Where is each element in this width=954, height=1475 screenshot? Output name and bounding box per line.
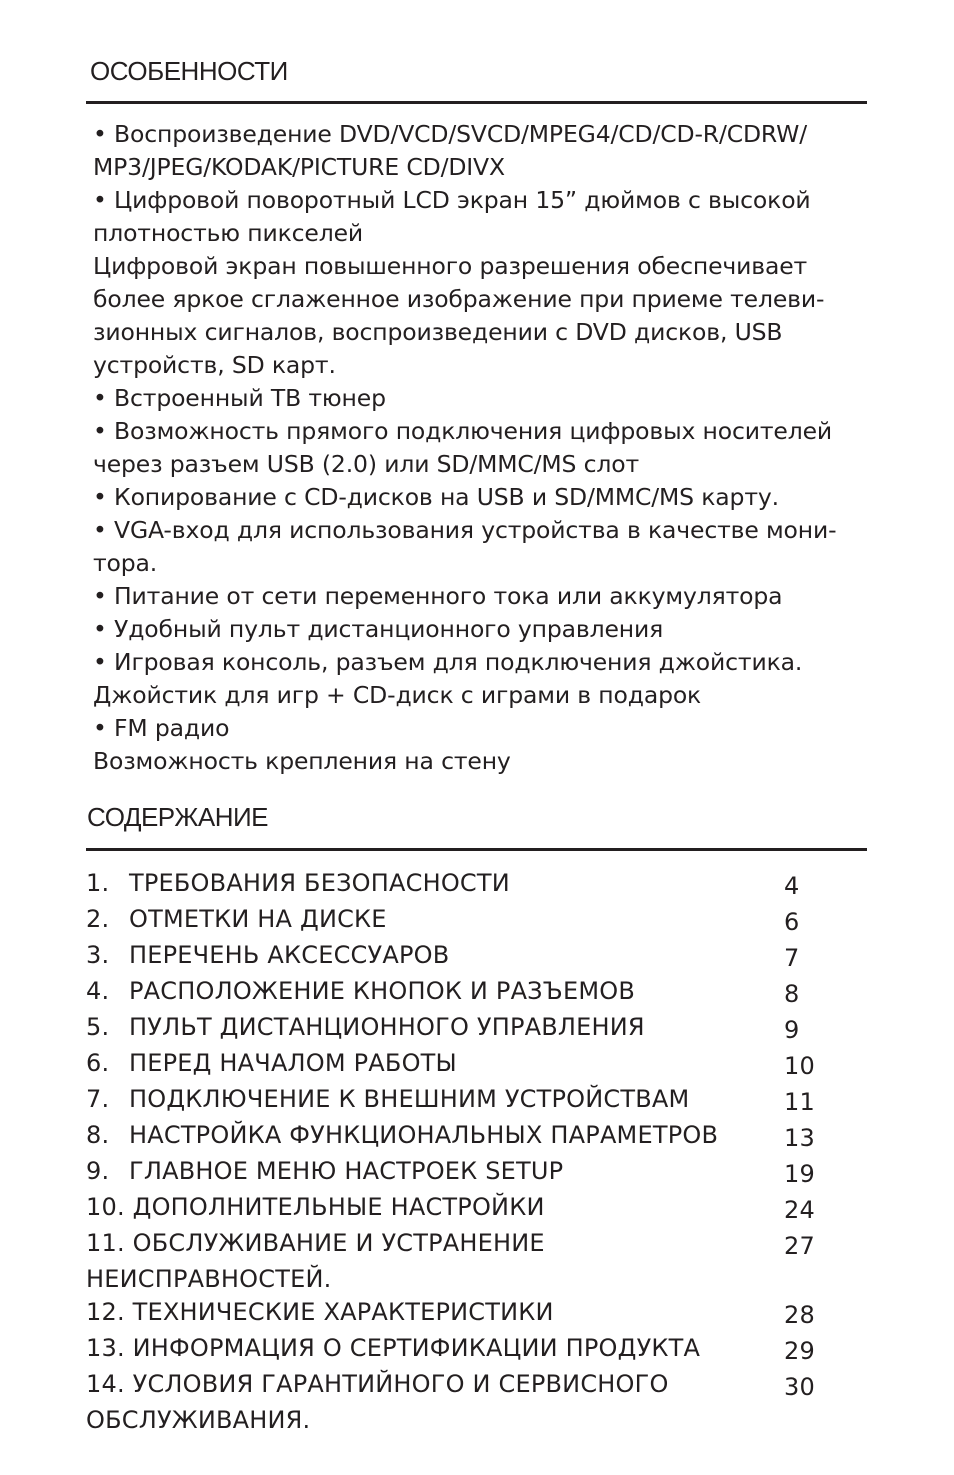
- feature-line: • Воспроизведение DVD/VCD/SVCD/MPEG4/CD/CD-R/CDRW/: [93, 120, 808, 148]
- toc-entry-label: [86, 1047, 784, 1083]
- toc-entry[interactable]: [86, 1332, 856, 1368]
- feature-line: Джойстик для игр + CD-диск с играми в подарок: [93, 681, 702, 709]
- feature-line: • Удобный пульт дистанционного управления: [93, 615, 664, 643]
- contents-heading: СОДЕРЖАНИЕ: [87, 802, 269, 832]
- toc-entry-page: 19: [784, 1160, 815, 1188]
- toc-entry-page: 6: [784, 908, 800, 936]
- toc-entry-number: 2.: [86, 905, 110, 933]
- feature-line: • Цифровой поворотный LCD экран 15” дюймов с высокой: [93, 186, 811, 214]
- toc-entry[interactable]: [86, 1227, 856, 1263]
- toc-entry-title: ПЕРЕД НАЧАЛОМ РАБОТЫ: [129, 1049, 457, 1077]
- toc-entry-title: ПОДКЛЮЧЕНИЕ К ВНЕШНИМ УСТРОЙСТВАМ: [129, 1085, 690, 1113]
- toc-entry-number: 5.: [86, 1013, 110, 1041]
- toc-entry-number: 11.: [86, 1229, 125, 1257]
- toc-entry-label: [86, 1227, 784, 1263]
- toc-entry[interactable]: [86, 1368, 856, 1404]
- toc-entry-label: [86, 1119, 784, 1155]
- feature-line: устройств, SD карт.: [93, 351, 336, 379]
- features-heading: ОСОБЕННОСТИ: [90, 56, 288, 86]
- feature-line: • Встроенный ТВ тюнер: [93, 384, 386, 412]
- toc-entry-page: 24: [784, 1196, 815, 1224]
- feature-line: через разъем USB (2.0) или SD/MMC/MS слот: [93, 450, 640, 478]
- feature-line: • Возможность прямого подключения цифровых носителей: [93, 417, 833, 445]
- toc-entry[interactable]: [86, 867, 856, 903]
- toc-entry-number: 4.: [86, 977, 110, 1005]
- features-divider: [86, 101, 867, 104]
- toc-entry-page: 9: [784, 1016, 800, 1044]
- toc-entry-title: РАСПОЛОЖЕНИЕ КНОПОК И РАЗЪЕМОВ: [129, 977, 635, 1005]
- feature-line: • VGA-вход для использования устройства в качестве мони-: [93, 516, 837, 544]
- toc-entry[interactable]: [86, 1296, 856, 1332]
- toc-entry-continuation[interactable]: [86, 1263, 856, 1296]
- toc-entry-label: [86, 1368, 784, 1404]
- toc-entry-page: 4: [784, 872, 800, 900]
- feature-line: тора.: [93, 549, 158, 577]
- feature-line: • Игровая консоль, разъем для подключения джойстика.: [93, 648, 803, 676]
- toc-entry[interactable]: [86, 975, 856, 1011]
- toc-entry-page: 29: [784, 1337, 815, 1365]
- toc-entry-page: 8: [784, 980, 800, 1008]
- toc-entry-title: ОБСЛУЖИВАНИЕ И УСТРАНЕНИЕ: [132, 1229, 545, 1257]
- toc-entry-page: 30: [784, 1373, 815, 1401]
- toc-entry-title: ИНФОРМАЦИЯ О СЕРТИФИКАЦИИ ПРОДУКТА: [132, 1334, 701, 1362]
- feature-line: Возможность крепления на стену: [93, 747, 511, 775]
- toc-entry-number: 6.: [86, 1049, 110, 1077]
- toc-entry-number: 10.: [86, 1193, 125, 1221]
- toc-entry-title: ГЛАВНОЕ МЕНЮ НАСТРОЕК SETUP: [129, 1157, 564, 1185]
- toc-entry-title: ТЕХНИЧЕСКИЕ ХАРАКТЕРИСТИКИ: [132, 1298, 554, 1326]
- toc-entry[interactable]: [86, 1155, 856, 1191]
- feature-line: Цифровой экран повышенного разрешения обеспечивает: [93, 252, 808, 280]
- toc-entry-number: 14.: [86, 1370, 125, 1398]
- feature-line: плотностью пикселей: [93, 219, 364, 247]
- toc-entry-title: ПУЛЬТ ДИСТАНЦИОННОГО УПРАВЛЕНИЯ: [129, 1013, 645, 1041]
- toc-entry-title: НАСТРОЙКА ФУНКЦИОНАЛЬНЫХ ПАРАМЕТРОВ: [129, 1121, 719, 1149]
- toc-entry-title: ОТМЕТКИ НА ДИСКЕ: [129, 905, 387, 933]
- feature-line: более яркое сглаженное изображение при приеме телеви-: [93, 285, 825, 313]
- features-list: [93, 118, 883, 778]
- feature-line: зионных сигналов, воспроизведении с DVD дисков, USB: [93, 318, 783, 346]
- feature-line: • FM радио: [93, 714, 230, 742]
- feature-line: MP3/JPEG/KODAK/PICTURE CD/DIVX: [93, 153, 505, 181]
- toc-entry-page: 13: [784, 1124, 815, 1152]
- toc-entry-number: 7.: [86, 1085, 110, 1113]
- toc-entry[interactable]: [86, 1011, 856, 1047]
- toc-entry-title: ДОПОЛНИТЕЛЬНЫЕ НАСТРОЙКИ: [132, 1193, 545, 1221]
- feature-line: • Копирование с CD-дисков на USB и SD/MMC/MS карту.: [93, 483, 779, 511]
- toc-entry-number: 3.: [86, 941, 110, 969]
- toc-entry-label: [86, 1296, 784, 1332]
- toc-entry-label: [86, 1191, 784, 1227]
- contents-divider: [86, 848, 867, 851]
- toc-entry[interactable]: [86, 1047, 856, 1083]
- toc-entry[interactable]: [86, 1119, 856, 1155]
- toc-entry-page: 27: [784, 1232, 815, 1260]
- toc-entry-title: ТРЕБОВАНИЯ БЕЗОПАСНОСТИ: [129, 869, 510, 897]
- toc-entry-page: 10: [784, 1052, 815, 1080]
- toc-entry-page: 7: [784, 944, 800, 972]
- toc-entry-number: 12.: [86, 1298, 125, 1326]
- toc-entry-number: 13.: [86, 1334, 125, 1362]
- toc-entry-title: УСЛОВИЯ ГАРАНТИЙНОГО И СЕРВИСНОГО: [132, 1370, 669, 1398]
- toc-entry[interactable]: [86, 1191, 856, 1227]
- toc-entry-title: ПЕРЕЧЕНЬ АКСЕССУАРОВ: [129, 941, 450, 969]
- toc-entry-title-continued: ОБСЛУЖИВАНИЯ.: [86, 1406, 311, 1434]
- toc-entry-page: 11: [784, 1088, 815, 1116]
- toc-entry-label: [86, 867, 784, 903]
- toc-entry-label: [86, 975, 784, 1011]
- toc-entry-title-continued: НЕИСПРАВНОСТЕЙ.: [86, 1265, 332, 1293]
- toc-entry[interactable]: [86, 1083, 856, 1119]
- toc-entry-number: 9.: [86, 1157, 110, 1185]
- toc-entry-page: 28: [784, 1301, 815, 1329]
- toc-entry-label: [86, 903, 784, 939]
- toc-entry-label: [86, 1332, 784, 1368]
- toc-entry-label: [86, 1083, 784, 1119]
- toc-entry[interactable]: [86, 903, 856, 939]
- toc-entry-number: 8.: [86, 1121, 110, 1149]
- toc-entry-label: [86, 939, 784, 975]
- feature-line: • Питание от сети переменного тока или аккумулятора: [93, 582, 783, 610]
- table-of-contents: [86, 867, 856, 1437]
- toc-entry[interactable]: [86, 939, 856, 975]
- toc-entry-label: [86, 1155, 784, 1191]
- toc-entry-continuation[interactable]: [86, 1404, 856, 1437]
- toc-entry-number: 1.: [86, 869, 110, 897]
- toc-entry-label: [86, 1011, 784, 1047]
